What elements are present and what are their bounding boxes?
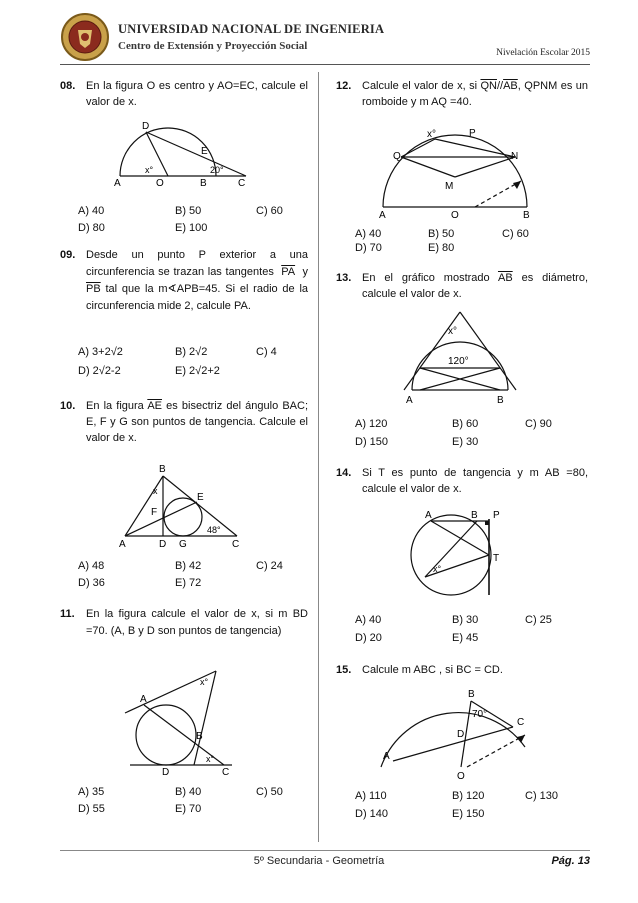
problem-statement: En el gráfico mostrado $\overline{AB}$ es diámetro, calcule el valor de x.: [362, 272, 589, 300]
page-header: [60, 12, 590, 64]
option-c: C) 90: [525, 418, 552, 430]
option-b: B) 50: [428, 228, 455, 240]
label-A: A: [140, 694, 147, 705]
option-c: C) 60: [256, 205, 283, 217]
figure-14: [405, 505, 515, 597]
option-c: C) 60: [502, 228, 529, 240]
header-divider: [60, 64, 590, 65]
label-x: x°: [448, 326, 457, 337]
problem-number: 13.: [336, 272, 352, 284]
option-d: D) 36: [78, 577, 105, 589]
label-x-top: x°: [200, 677, 209, 687]
label-E: E: [201, 146, 208, 157]
option-b: B) 60: [452, 418, 479, 430]
label-B: B: [159, 464, 166, 475]
label-A: A: [406, 395, 413, 406]
label-O: O: [156, 178, 164, 189]
label-A: A: [114, 178, 121, 189]
problem-number: 11.: [60, 608, 75, 620]
label-P: P: [469, 128, 476, 139]
problem-number: 08.: [60, 80, 76, 92]
label-A: A: [119, 539, 126, 550]
option-d: D) 140: [355, 808, 389, 820]
label-x: x°: [145, 165, 154, 175]
label-M: M: [445, 181, 454, 192]
label-x: x°: [433, 564, 442, 574]
label-A: A: [379, 210, 386, 220]
label-B: B: [468, 689, 475, 700]
figure-12: [375, 125, 545, 220]
problem-statement: Desde un punto P exterior a una circunferencia se trazan las tangentes $\overline{PA}$ y $\overline{PB}$ tal que la m∢APB=45. Si el radio de la circunferencia mide 2, calcule PA.: [86, 249, 309, 312]
problem-statement: En la figura O es centro y AO=EC, calcule el valor de x.: [86, 80, 308, 108]
option-a: A) 40: [78, 205, 105, 217]
option-c: C) 25: [525, 614, 552, 626]
label-D: D: [142, 121, 150, 132]
option-a: A) 3+2√2: [78, 346, 123, 358]
option-d: D) 150: [355, 436, 389, 448]
option-b: B) 2√2: [175, 346, 208, 358]
label-Q: Q: [393, 151, 401, 162]
label-C: C: [222, 767, 230, 777]
figure-13: [400, 308, 520, 406]
label-E: E: [197, 492, 204, 503]
label-B: B: [196, 731, 203, 742]
problem-statement: En la figura calcule el valor de x, si m BD =70. (A, B y D son puntos de tangencia): [86, 608, 308, 637]
university-name: UNIVERSIDAD NACIONAL DE INGENIERIA: [118, 22, 385, 36]
column-divider: [318, 72, 319, 842]
problem-number: 12.: [336, 80, 352, 92]
label-P: P: [493, 510, 500, 521]
problem-statement: Calcule m ABC , si BC = CD.: [362, 664, 503, 676]
label-x: x: [153, 486, 158, 496]
label-C: C: [232, 539, 240, 550]
option-a: A) 120: [355, 418, 388, 430]
label-B: B: [200, 178, 207, 189]
option-e: E) 80: [428, 242, 455, 254]
page-number: Pág. 13: [551, 855, 590, 867]
option-e: E) 70: [175, 803, 202, 815]
figure-11: [120, 665, 250, 777]
option-a: A) 110: [355, 790, 387, 802]
label-x: x°: [427, 129, 436, 140]
label-A: A: [383, 751, 390, 762]
label-D: D: [159, 539, 167, 550]
problem-statement: En la figura $\overline{AE}$ es bisectriz del ángulo BAC; E, F y G son puntos de tangencia. Calcule el valor de x.: [86, 400, 309, 444]
label-O: O: [457, 771, 465, 782]
label-angle-20: 20°: [210, 165, 224, 175]
option-d: D) 80: [78, 222, 105, 234]
figure-08: [110, 118, 260, 190]
label-A: A: [425, 510, 432, 521]
option-c: C) 130: [525, 790, 559, 802]
problem-statement: Calcule el valor de x, si $\overline{QN}//\overline{AB}$, QPNM es un romboide y m AQ =40.: [362, 80, 589, 108]
label-G: G: [179, 539, 187, 550]
figure-15: [375, 685, 540, 785]
option-c: C) 50: [256, 786, 283, 798]
problem-number: 10.: [60, 400, 76, 412]
option-e: E) 2√2+2: [175, 365, 220, 377]
university-seal-icon: [60, 12, 110, 62]
label-T: T: [493, 553, 500, 564]
label-O: O: [451, 210, 459, 220]
option-d: D) 70: [355, 242, 382, 254]
label-F: F: [151, 507, 158, 518]
problem-statement: Si T es punto de tangencia y m AB =80, calcule el valor de x.: [362, 467, 588, 495]
option-e: E) 30: [452, 436, 479, 448]
option-a: A) 40: [355, 228, 382, 240]
option-d: D) 2√2-2: [78, 365, 121, 377]
problem-number: 09.: [60, 249, 76, 261]
option-b: B) 42: [175, 560, 202, 572]
option-c: C) 4: [256, 346, 277, 358]
option-b: B) 120: [452, 790, 485, 802]
option-c: C) 24: [256, 560, 283, 572]
option-b: B) 40: [175, 786, 202, 798]
option-e: E) 100: [175, 222, 208, 234]
label-D: D: [162, 767, 170, 777]
problem-number: 14.: [336, 467, 352, 479]
edition-label: Nivelación Escolar 2015: [496, 48, 590, 58]
footer-course: 5º Secundaria - Geometría: [253, 855, 385, 867]
label-angle-48: 48°: [207, 525, 221, 535]
option-e: E) 45: [452, 632, 479, 644]
center-name: Centro de Extensión y Proyección Social: [118, 40, 308, 52]
option-a: A) 35: [78, 786, 105, 798]
label-N: N: [511, 151, 519, 162]
option-e: E) 72: [175, 577, 202, 589]
option-d: D) 55: [78, 803, 105, 815]
label-B: B: [523, 210, 530, 220]
label-angle-70: 70°: [472, 709, 488, 720]
option-d: D) 20: [355, 632, 382, 644]
option-a: A) 40: [355, 614, 382, 626]
problem-number: 15.: [336, 664, 352, 676]
label-C: C: [238, 178, 246, 189]
option-a: A) 48: [78, 560, 105, 572]
label-B: B: [471, 510, 478, 521]
option-b: B) 30: [452, 614, 479, 626]
option-b: B) 50: [175, 205, 202, 217]
label-B: B: [497, 395, 504, 406]
label-D: D: [457, 729, 465, 740]
footer-divider: [60, 850, 590, 851]
label-x-bottom: x°: [206, 754, 215, 764]
option-e: E) 150: [452, 808, 485, 820]
label-C: C: [517, 717, 525, 728]
label-angle-120: 120°: [448, 356, 469, 367]
figure-10: [115, 460, 250, 550]
